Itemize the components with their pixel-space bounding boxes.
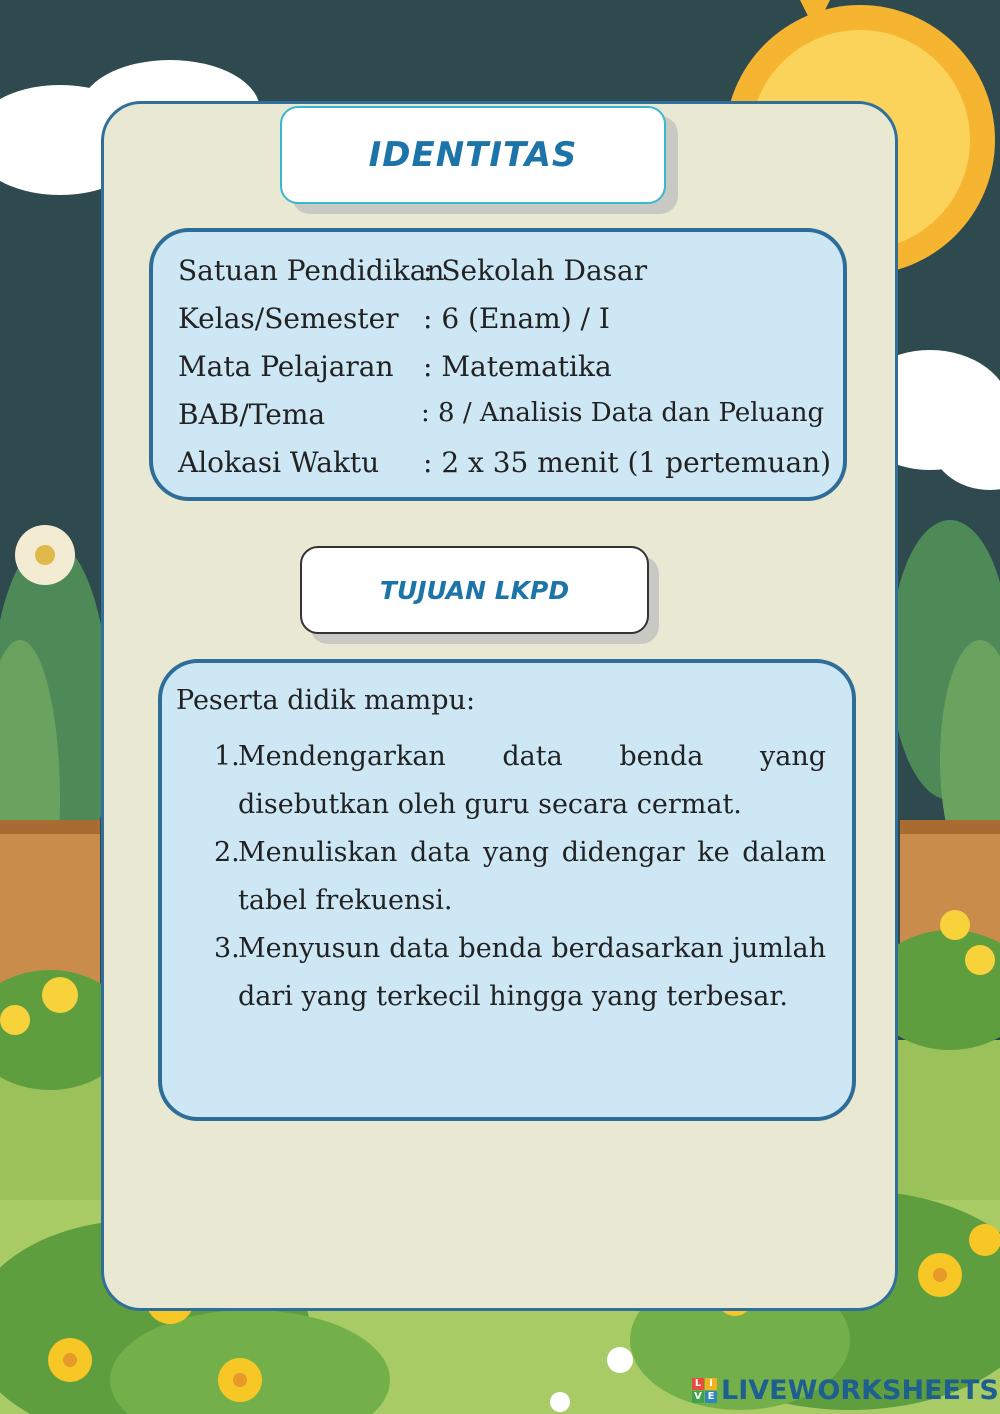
goal-number: 2.	[214, 837, 240, 868]
identity-label: Alokasi Waktu	[178, 446, 380, 479]
identity-value: : 2 x 35 menit (1 pertemuan)	[423, 446, 832, 479]
goals-heading: TUJUAN LKPD	[379, 575, 570, 605]
goal-text: Mendengarkan data benda yang disebutkan oleh guru secara cermat.	[238, 741, 826, 820]
goal-item	[214, 829, 826, 925]
identity-label: Satuan Pendidikan	[178, 254, 445, 287]
identity-heading: IDENTITAS	[368, 135, 578, 175]
identity-value: : Matematika	[423, 350, 612, 383]
goals-heading-box	[300, 546, 649, 634]
goal-number: 1.	[214, 741, 240, 772]
goal-text: Menyusun data benda berdasarkan jumlah dari yang terkecil hingga yang terbesar.	[238, 933, 826, 1012]
liveworksheets-logo-icon: L I V E	[692, 1378, 717, 1403]
watermark-text: LIVEWORKSHEETS	[721, 1374, 999, 1406]
goals-intro: Peserta didik mampu:	[176, 685, 476, 716]
identity-heading-box	[280, 106, 666, 204]
goal-number: 3.	[214, 933, 240, 964]
identity-label: Kelas/Semester	[178, 302, 399, 335]
goal-item	[214, 733, 826, 829]
goal-text: Menuliskan data yang didengar ke dalam tabel frekuensi.	[238, 837, 826, 916]
identity-panel	[149, 228, 847, 501]
identity-value: : Sekolah Dasar	[423, 254, 648, 287]
goals-list	[214, 733, 826, 1021]
identity-label: Mata Pelajaran	[178, 350, 394, 383]
identity-value: : 8 / Analisis Data dan Peluang	[421, 398, 825, 428]
liveworksheets-watermark	[692, 1372, 999, 1408]
goals-panel	[158, 659, 856, 1121]
identity-value: : 6 (Enam) / I	[423, 302, 610, 335]
identity-label: BAB/Tema	[178, 398, 326, 431]
goal-item	[214, 925, 826, 1021]
